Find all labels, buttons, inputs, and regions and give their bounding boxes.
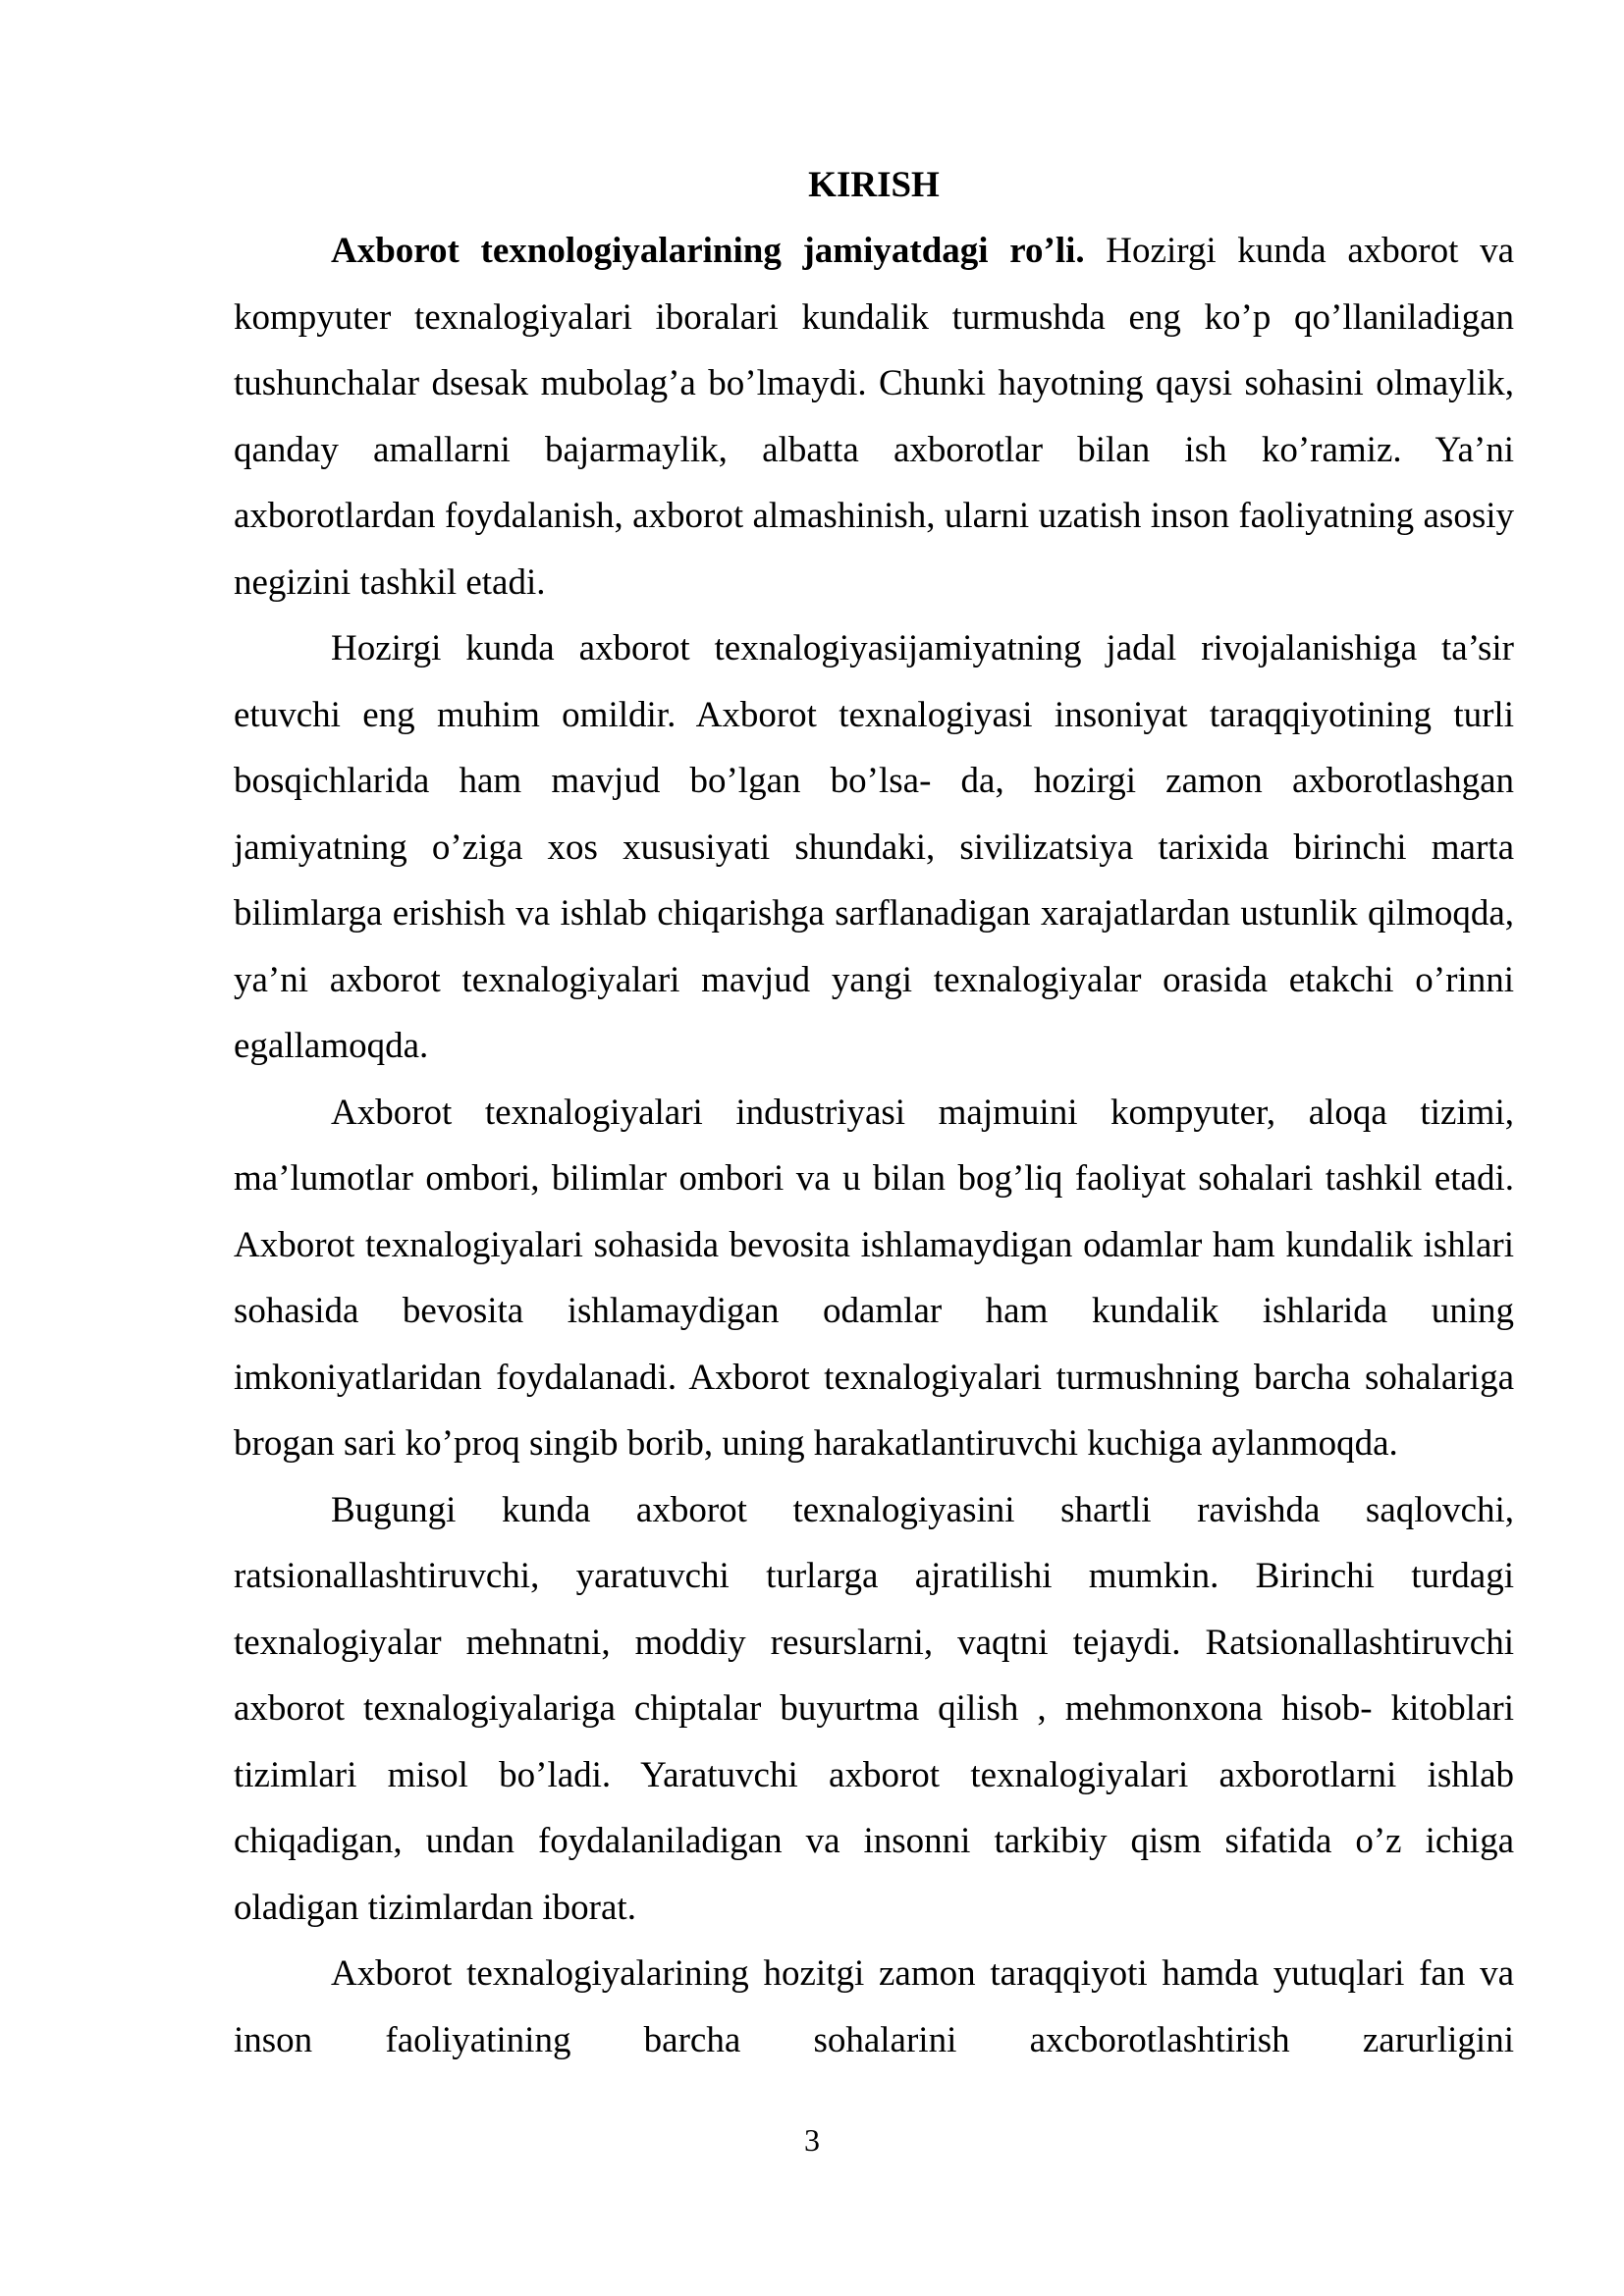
document-heading: KIRISH xyxy=(808,165,940,205)
paragraph-2: Hozirgi kunda axborot texnalogiyasijamiyatning jadal rivojalanishiga ta’sir etuvchi eng muhim omildir. Axborot texnalogiyasi insoniyat taraqqiyotining turli bosqichlarida ham mavjud bo’lgan bo’lsa- da, hozirgi zamon axborotlashgan jamiyatning o’ziga xos xususiyati shundaki, sivilizatsiya tarixida birinchi marta bilimlarga erishish va ishlab chiqarishga sarflanadigan xarajatlardan ustunlik qilmoqda, ya’ni axborot texnalogiyalari mavjud yangi texnalogiyalar orasida etakchi o’rinni egallamoqda. xyxy=(234,628,1514,1066)
paragraph-4: Bugungi kunda axborot texnalogiyasini shartli ravishda saqlovchi, ratsionallashtiruvchi, yaratuvchi turlarga ajratilishi mumkin. Birinchi turdagi texnalogiyalar mehnatni, moddiy resurslarni, vaqtni tejaydi. Ratsionallashtiruvchi axborot texnalogiyalariga chiptalar buyurtma qilish , mehmonxona hisob- kitoblari tizimlari misol bo’ladi. Yaratuvchi axborot texnalogiyalari axborotlarni ishlab chiqadigan, undan foydalaniladigan va insonni tarkibiy qism sifatida o’z ichiga oladigan tizimlardan iborat. xyxy=(234,1489,1514,1928)
paragraph-3: Axborot texnalogiyalari industriyasi majmuini kompyuter, aloqa tizimi, ma’lumotlar ombori, bilimlar ombori va u bilan bog’liq faoliyat sohalari tashkil etadi. Axborot texnalogiyalari sohasida bevosita ishlamaydigan odamlar ham kundalik ishlari sohasida bevosita ishlamaydigan odamlar ham kundalik ishlarida uning imkoniyatlaridan foydalanadi. Axborot texnalogiyalari turmushning barcha sohalariga brogan sari ko’proq singib borib, uning harakatlantiruvchi kuchiga aylanmoqda. xyxy=(234,1092,1514,1464)
paragraph-1-lead: Axborot texnologiyalarining jamiyatdagi ro’li. xyxy=(331,231,1085,271)
paragraph-1-text: Hozirgi kunda axborot va kompyuter texnalogiyalari iboralari kundalik turmushda eng ko’p qo’llaniladigan tushunchalar dsesak mubolag’a bo’lmaydi. Chunki hayotning qaysi sohasini olmaylik, qanday amallarni bajarmaylik, albatta axborotlar bilan ish ko’ramiz. Ya’ni axborotlardan foydalanish, axborot almashinish, ularni uzatish inson faoliyatning asosiy negizini tashkil etadi. xyxy=(234,231,1514,603)
paragraph-5: Axborot texnalogiyalarining hozitgi zamon taraqqiyoti hamda yutuqlari fan va inson faoliyatining barcha sohalarini axcborotlashtirish zarurligini xyxy=(234,1953,1514,2060)
page-number: 3 xyxy=(804,2122,820,2158)
document-page xyxy=(234,152,1514,2073)
paragraph-1 xyxy=(234,218,1514,615)
